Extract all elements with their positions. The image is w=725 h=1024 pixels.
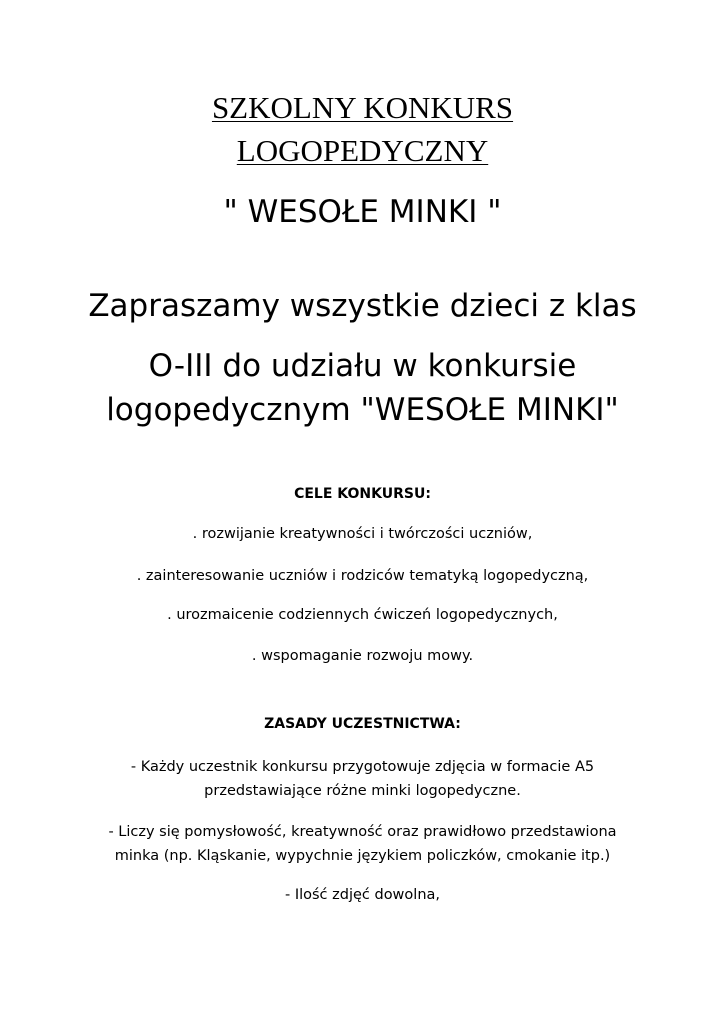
goal-item-2: . zainteresowanie uczniów i rodziców tematyką logopedyczną, (136, 568, 589, 584)
contest-name: " WESOŁE MINKI " (223, 194, 502, 230)
goal-item-3: . urozmaicenie codziennych ćwiczeń logopedycznych, (167, 607, 558, 623)
rules-heading: ZASADY UCZESTNICTWA: (264, 716, 461, 732)
title-line-2: LOGOPEDYCZNY (236, 133, 489, 168)
rule-item-1 (0, 755, 725, 803)
rule-item-2-line-2: minka (np. Kląskanie, wypychnie językiem policzków, cmokanie itp.) (114, 848, 611, 864)
rule-item-2-line-1: - Liczy się pomysłowość, kreatywność oraz prawidłowo przedstawiona (108, 824, 617, 840)
rule-item-1-line-2: przedstawiające różne minki logopedyczne. (204, 783, 521, 799)
rule-item-3 (0, 883, 725, 907)
title-line-1: SZKOLNY KONKURS (211, 90, 514, 125)
goals-heading: CELE KONKURSU: (294, 486, 431, 502)
invitation-line-2: O-III do udziału w konkursie (148, 348, 577, 384)
rule-item-2 (0, 820, 725, 868)
goal-item-4: . wspomaganie rozwoju mowy. (251, 648, 474, 664)
invitation-line-1: Zapraszamy wszystkie dzieci z klas (88, 288, 637, 324)
rule-item-1-line-1: - Każdy uczestnik konkursu przygotowuje zdjęcia w formacie A5 (130, 759, 595, 775)
rule-item-3-line-1: - Ilość zdjęć dowolna, (284, 887, 441, 903)
invitation-line-3: logopedycznym "WESOŁE MINKI" (106, 392, 619, 428)
goal-item-1: . rozwijanie kreatywności i twórczości uczniów, (192, 526, 533, 542)
